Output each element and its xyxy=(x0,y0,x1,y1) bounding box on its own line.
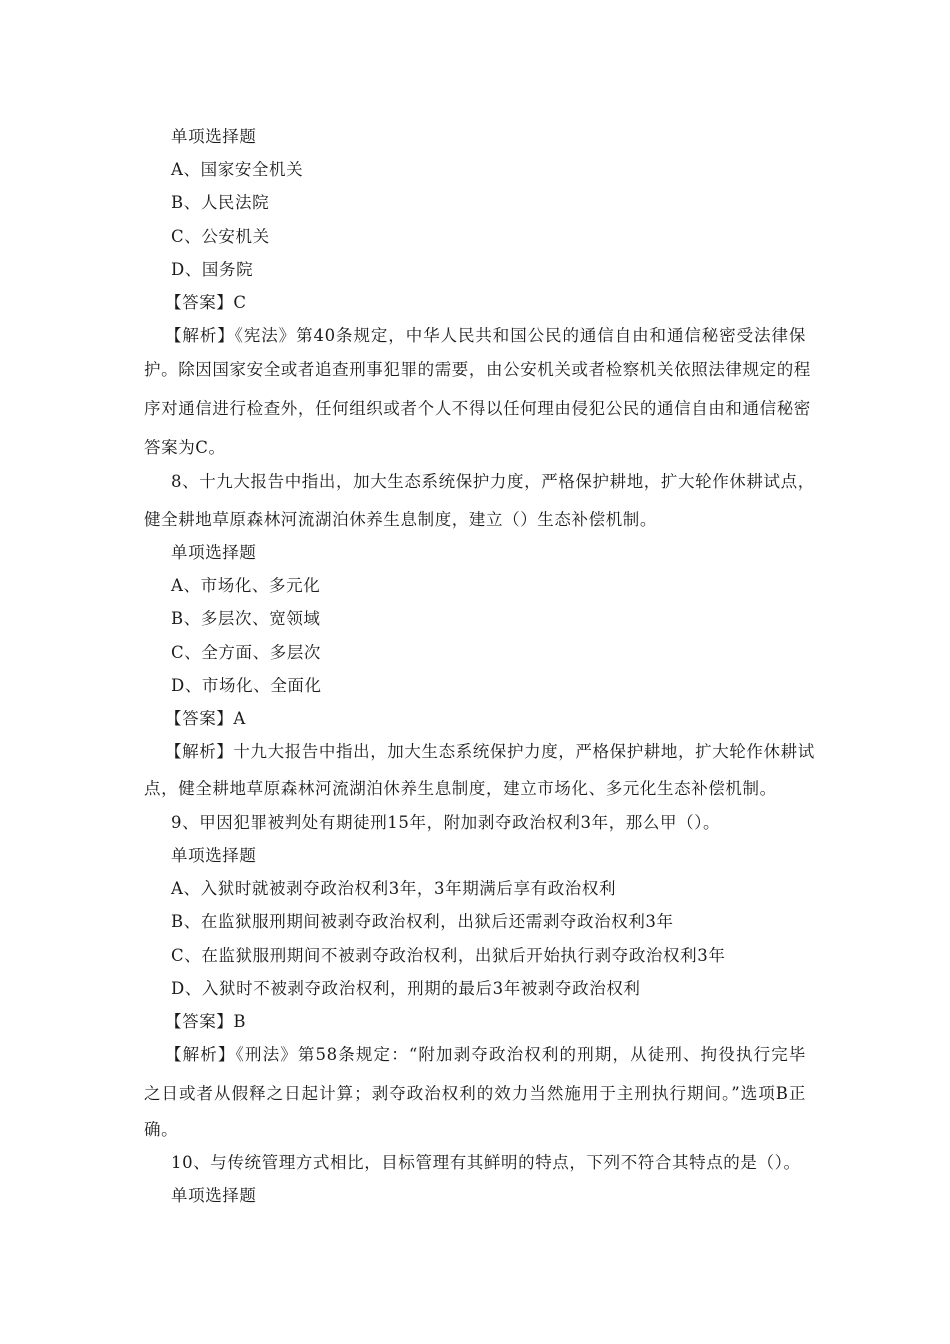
q7-type-label: 单项选择题 xyxy=(171,127,257,146)
q10-stem-line-1: 10、与传统管理方式相比，目标管理有其鲜明的特点，下列不符合其特点的是（）。 xyxy=(171,1153,801,1172)
q7-option-c: C、公安机关 xyxy=(171,227,270,246)
q7-option-d: D、国务院 xyxy=(171,260,254,279)
q9-analysis-line-3: 确。 xyxy=(144,1120,179,1139)
q9-option-b: B、在监狱服刑期间被剥夺政治权利，出狱后还需剥夺政治权利3年 xyxy=(171,912,674,931)
q9-option-c: C、在监狱服刑期间不被剥夺政治权利，出狱后开始执行剥夺政治权利3年 xyxy=(171,946,726,965)
q8-type-label: 单项选择题 xyxy=(171,543,257,562)
q8-option-a: A、市场化、多元化 xyxy=(171,576,321,595)
q7-analysis-line-2: 护。除因国家安全或者追查刑事犯罪的需要，由公安机关或者检察机关依照法律规定的程 xyxy=(144,360,811,379)
q9-type-label: 单项选择题 xyxy=(171,846,257,865)
q8-stem-line-1: 8、十九大报告中指出，加大生态系统保护力度，严格保护耕地，扩大轮作休耕试点， xyxy=(171,472,815,491)
q7-option-a: A、国家安全机关 xyxy=(171,160,304,179)
q9-analysis-line-2: 之日或者从假释之日起计算；剥夺政治权利的效力当然施用于主刑执行期间。”选项B正 xyxy=(144,1084,806,1103)
q8-stem-line-2: 健全耕地草原森林河流湖泊休养生息制度，建立（）生态补偿机制。 xyxy=(144,510,657,529)
q9-option-a: A、入狱时就被剥夺政治权利3年，3年期满后享有政治权利 xyxy=(171,879,617,898)
q10-type-label: 单项选择题 xyxy=(171,1186,257,1205)
q9-answer: 【答案】B xyxy=(165,1012,247,1031)
q9-stem-line-1: 9、甲因犯罪被判处有期徒刑15年，附加剥夺政治权利3年，那么甲（）。 xyxy=(171,813,721,832)
q8-answer: 【答案】A xyxy=(165,709,246,728)
q7-analysis-line-1: 【解析】《宪法》第40条规定，中华人民共和国公民的通信自由和通信秘密受法律保 xyxy=(165,326,806,345)
q9-analysis-line-1: 【解析】《刑法》第58条规定：“附加剥夺政治权利的刑期，从徒刑、拘役执行完毕 xyxy=(165,1045,806,1064)
q8-option-c: C、全方面、多层次 xyxy=(171,643,322,662)
q8-analysis-line-1: 【解析】十九大报告中指出，加大生态系统保护力度，严格保护耕地，扩大轮作休耕试 xyxy=(165,742,815,761)
q7-answer: 【答案】C xyxy=(165,293,247,312)
q9-option-d: D、入狱时不被剥夺政治权利，刑期的最后3年被剥夺政治权利 xyxy=(171,979,641,998)
q8-option-b: B、多层次、宽领域 xyxy=(171,609,321,628)
q7-option-b: B、人民法院 xyxy=(171,193,270,212)
q8-analysis-line-2: 点，健全耕地草原森林河流湖泊休养生息制度，建立市场化、多元化生态补偿机制。 xyxy=(144,779,777,798)
q7-analysis-line-4: 答案为C。 xyxy=(144,438,226,457)
q8-option-d: D、市场化、全面化 xyxy=(171,676,322,695)
q7-analysis-line-3: 序对通信进行检查外，任何组织或者个人不得以任何理由侵犯公民的通信自由和通信秘密 xyxy=(144,399,811,418)
